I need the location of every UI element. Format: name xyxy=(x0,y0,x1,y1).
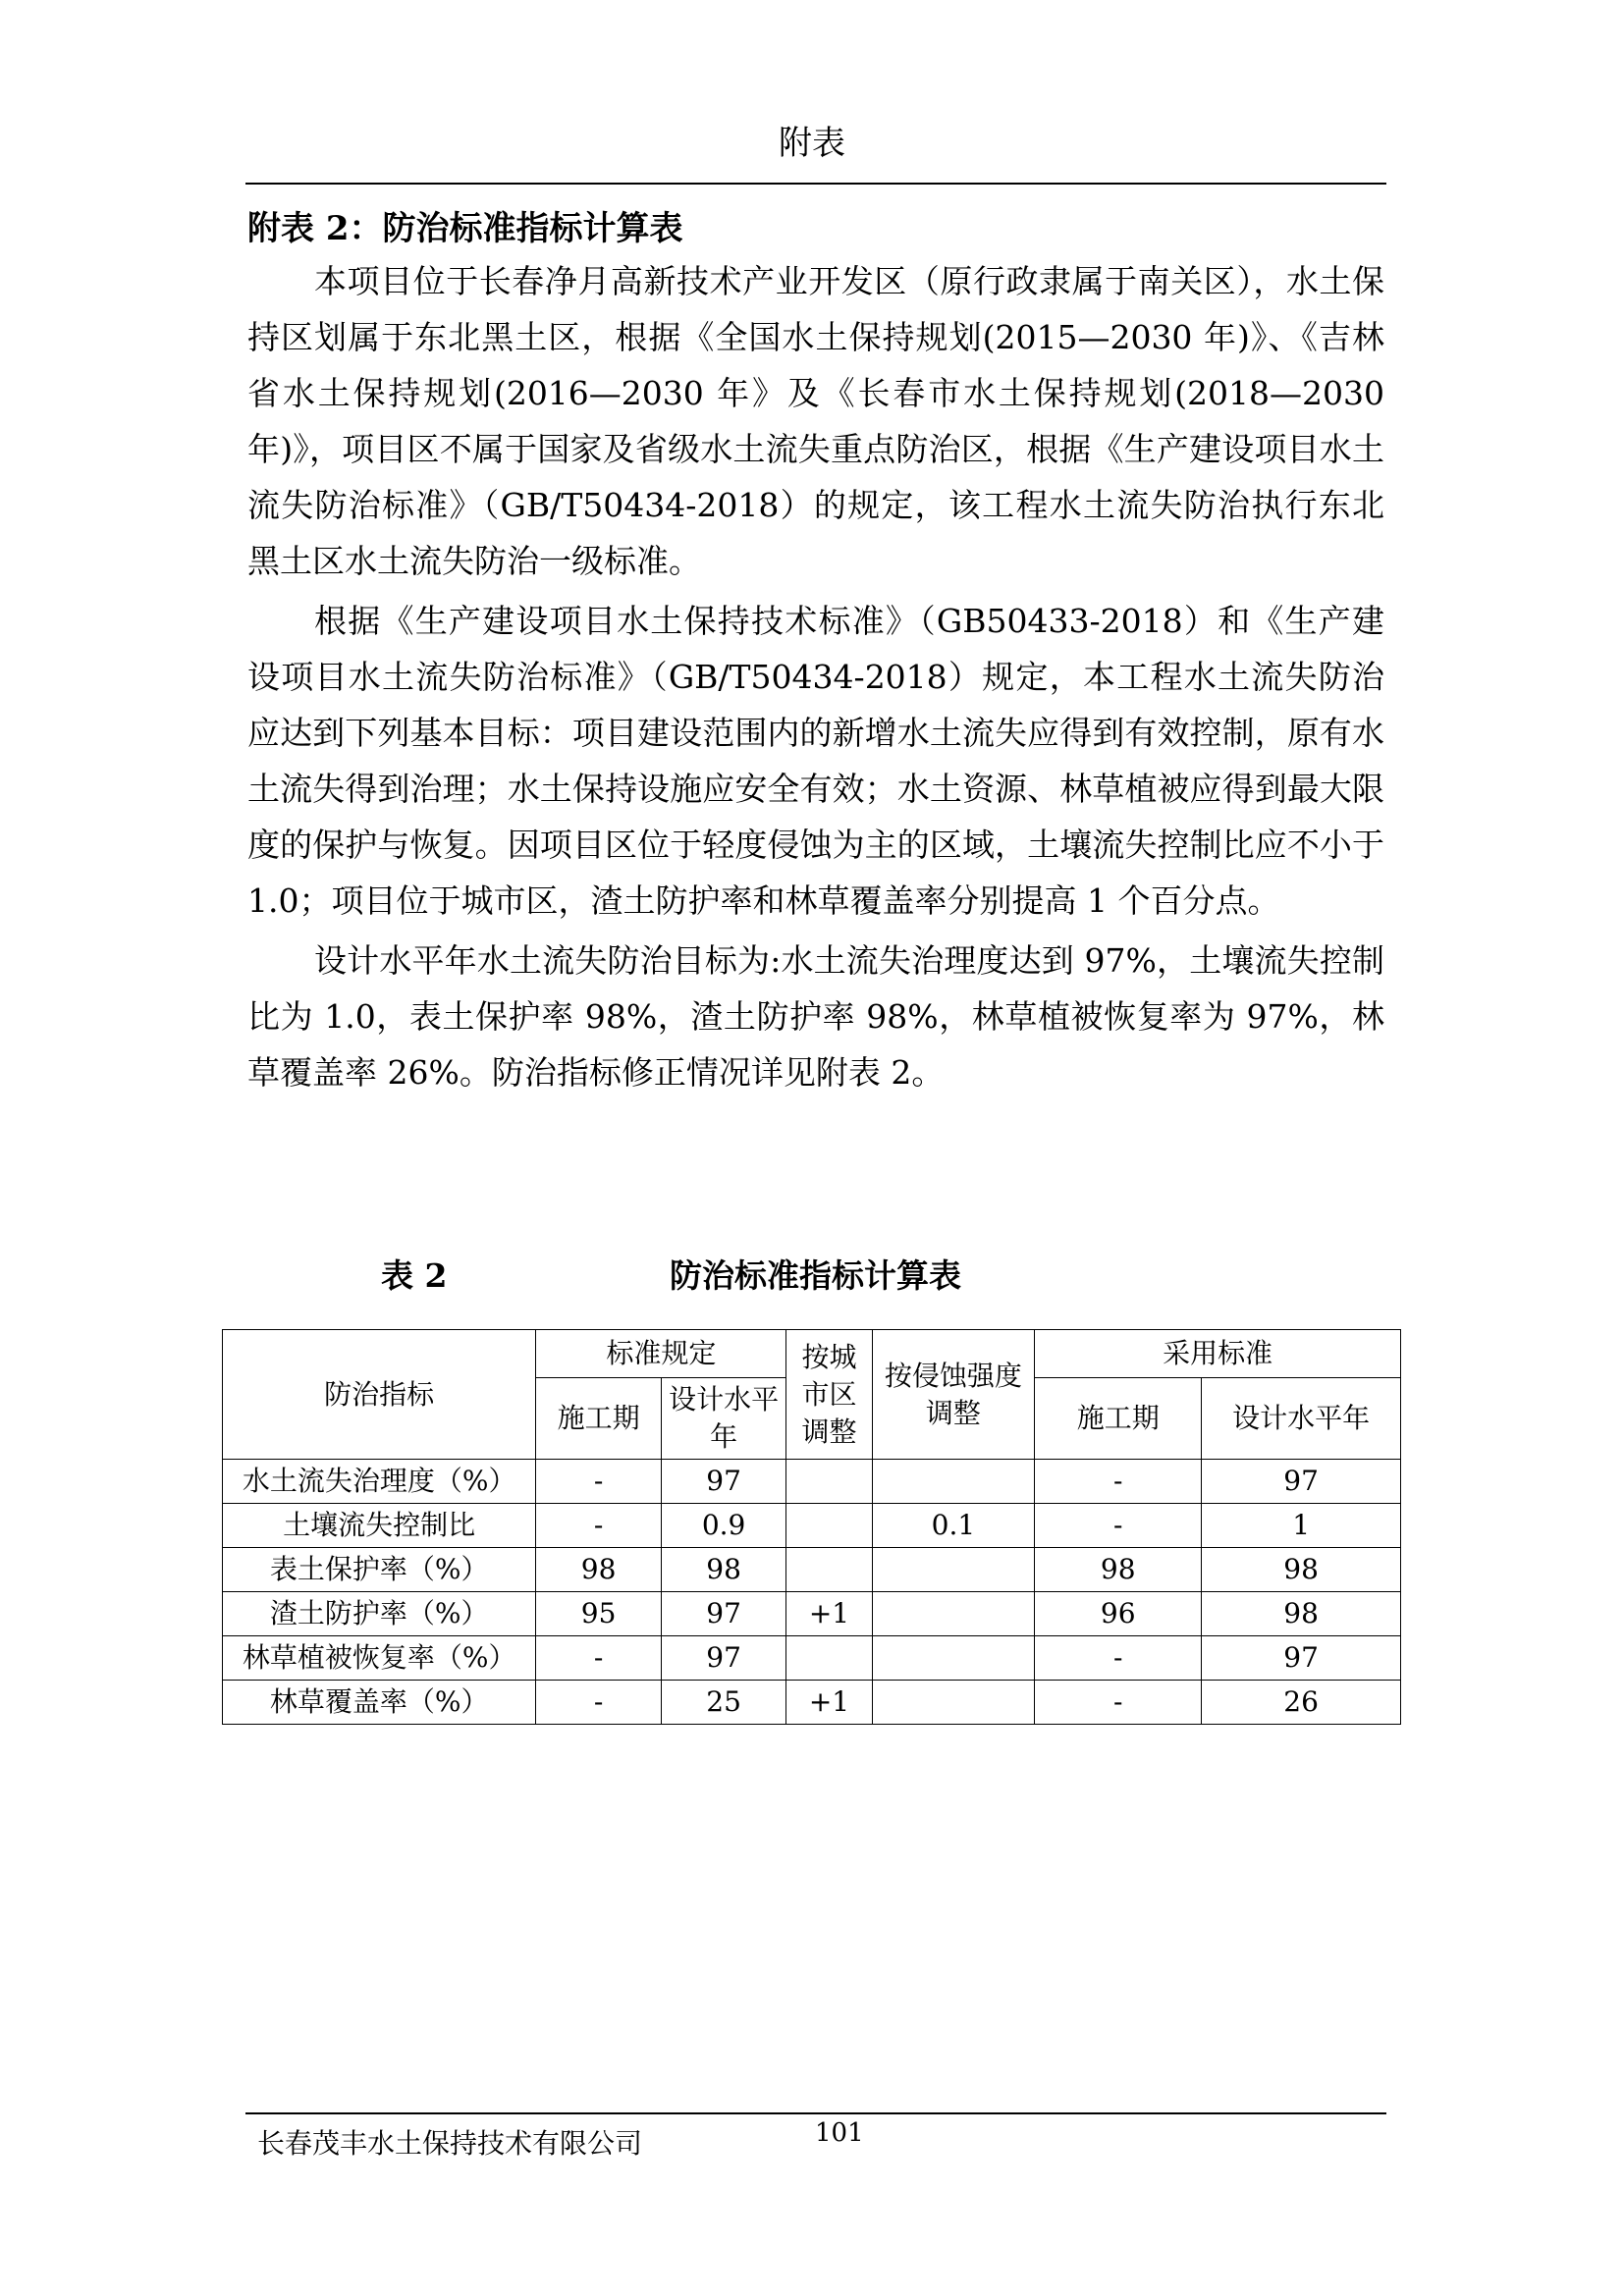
cell-adopt-construction: 98 xyxy=(1035,1548,1202,1592)
cell-erosion-adjust xyxy=(872,1681,1035,1725)
header-city-adjust: 按城市区调整 xyxy=(786,1330,872,1460)
table-row xyxy=(223,1636,1401,1681)
table-row xyxy=(223,1460,1401,1504)
cell-city-adjust: +1 xyxy=(786,1681,872,1725)
footer-company: 长春茂丰水土保持技术有限公司 xyxy=(257,2127,643,2160)
table-row xyxy=(223,1592,1401,1636)
section-heading: 附表 2：防治标准指标计算表 xyxy=(247,209,683,248)
header-adopted: 采用标准 xyxy=(1035,1330,1401,1378)
page-number: 101 xyxy=(815,2118,864,2148)
running-header: 附表 xyxy=(779,124,845,163)
cell-adopt-design: 98 xyxy=(1202,1548,1401,1592)
header-erosion-adjust: 按侵蚀强度调整 xyxy=(872,1330,1035,1460)
cell-adopt-construction: 96 xyxy=(1035,1592,1202,1636)
cell-std-construction: - xyxy=(536,1636,662,1681)
cell-indicator: 表土保护率（%） xyxy=(223,1548,536,1592)
cell-adopt-construction: - xyxy=(1035,1636,1202,1681)
cell-std-construction: - xyxy=(536,1460,662,1504)
cell-std-design: 97 xyxy=(661,1636,786,1681)
cell-city-adjust: +1 xyxy=(786,1592,872,1636)
cell-indicator: 林草植被恢复率（%） xyxy=(223,1636,536,1681)
paragraph: 根据《生产建设项目水土保持技术标准》（GB50433-2018）和《生产建设项目水土流失防治标准》（GB/T50434-2018）规定，本工程水土流失防治应达到下列基本目标：项目建设范围内的新增水土流失应得到有效控制，原有水土流失得到治理；水土保持设施应安全有效；水土资源、林草植被应得到最大限度的保护与恢复。因项目区位于轻度侵蚀为主的区域，土壤流失控制比应不小于 1.0；项目位于城市区，渣土防护率和林草覆盖率分别提高 1 个百分点。 xyxy=(247,602,1384,920)
cell-city-adjust xyxy=(786,1460,872,1504)
standards-table xyxy=(222,1329,1401,1725)
cell-std-design: 25 xyxy=(661,1681,786,1725)
cell-std-design: 97 xyxy=(661,1592,786,1636)
cell-adopt-design: 98 xyxy=(1202,1592,1401,1636)
cell-std-design: 98 xyxy=(661,1548,786,1592)
header-design-year: 设计水平年 xyxy=(661,1378,786,1460)
cell-std-construction: 98 xyxy=(536,1548,662,1592)
cell-adopt-construction: - xyxy=(1035,1504,1202,1548)
cell-erosion-adjust xyxy=(872,1548,1035,1592)
cell-std-construction: - xyxy=(536,1504,662,1548)
cell-std-construction: - xyxy=(536,1681,662,1725)
cell-erosion-adjust xyxy=(872,1460,1035,1504)
cell-adopt-construction: - xyxy=(1035,1460,1202,1504)
header-standard: 标准规定 xyxy=(536,1330,786,1378)
cell-std-design: 97 xyxy=(661,1460,786,1504)
table-row xyxy=(223,1504,1401,1548)
cell-adopt-design: 26 xyxy=(1202,1681,1401,1725)
cell-std-construction: 95 xyxy=(536,1592,662,1636)
table-title: 防治标准指标计算表 xyxy=(670,1256,961,1295)
cell-erosion-adjust: 0.1 xyxy=(872,1504,1035,1548)
cell-indicator: 渣土防护率（%） xyxy=(223,1592,536,1636)
paragraph: 本项目位于长春净月高新技术产业开发区（原行政隶属于南关区），水土保持区划属于东北黑土区，根据《全国水土保持规划(2015—2030 年)》、《吉林省水土保持规划(2016—2030 年》及《长春市水土保持规划(2018—2030 年)》，项目区不属于国家及省级水土流失重点防治区，根据《生产建设项目水土流失防治标准》（GB/T50434-2018）的规定，该工程水土流失防治执行东北黑土区水土流失防治一级标准。 xyxy=(247,262,1384,580)
cell-erosion-adjust xyxy=(872,1592,1035,1636)
cell-erosion-adjust xyxy=(872,1636,1035,1681)
header-indicator: 防治指标 xyxy=(223,1330,536,1460)
footer-rule xyxy=(245,2112,1386,2114)
body-text xyxy=(247,253,1384,1104)
table-row xyxy=(223,1548,1401,1592)
cell-city-adjust xyxy=(786,1504,872,1548)
cell-adopt-design: 97 xyxy=(1202,1636,1401,1681)
cell-indicator: 土壤流失控制比 xyxy=(223,1504,536,1548)
header-adopted-design-year: 设计水平年 xyxy=(1202,1378,1401,1460)
table-row xyxy=(223,1681,1401,1725)
cell-adopt-design: 1 xyxy=(1202,1504,1401,1548)
cell-indicator: 水土流失治理度（%） xyxy=(223,1460,536,1504)
cell-city-adjust xyxy=(786,1636,872,1681)
cell-std-design: 0.9 xyxy=(661,1504,786,1548)
cell-indicator: 林草覆盖率（%） xyxy=(223,1681,536,1725)
header-adopted-construction: 施工期 xyxy=(1035,1378,1202,1460)
cell-adopt-construction: - xyxy=(1035,1681,1202,1725)
cell-city-adjust xyxy=(786,1548,872,1592)
cell-adopt-design: 97 xyxy=(1202,1460,1401,1504)
header-rule xyxy=(245,183,1386,185)
table-number: 表 2 xyxy=(381,1256,448,1295)
paragraph: 设计水平年水土流失防治目标为:水土流失治理度达到 97%，土壤流失控制比为 1.0，表土保护率 98%，渣土防护率 98%，林草植被恢复率为 97%，林草覆盖率 26%。防治指标修正情况详见附表 2。 xyxy=(247,941,1384,1092)
header-construction: 施工期 xyxy=(536,1378,662,1460)
